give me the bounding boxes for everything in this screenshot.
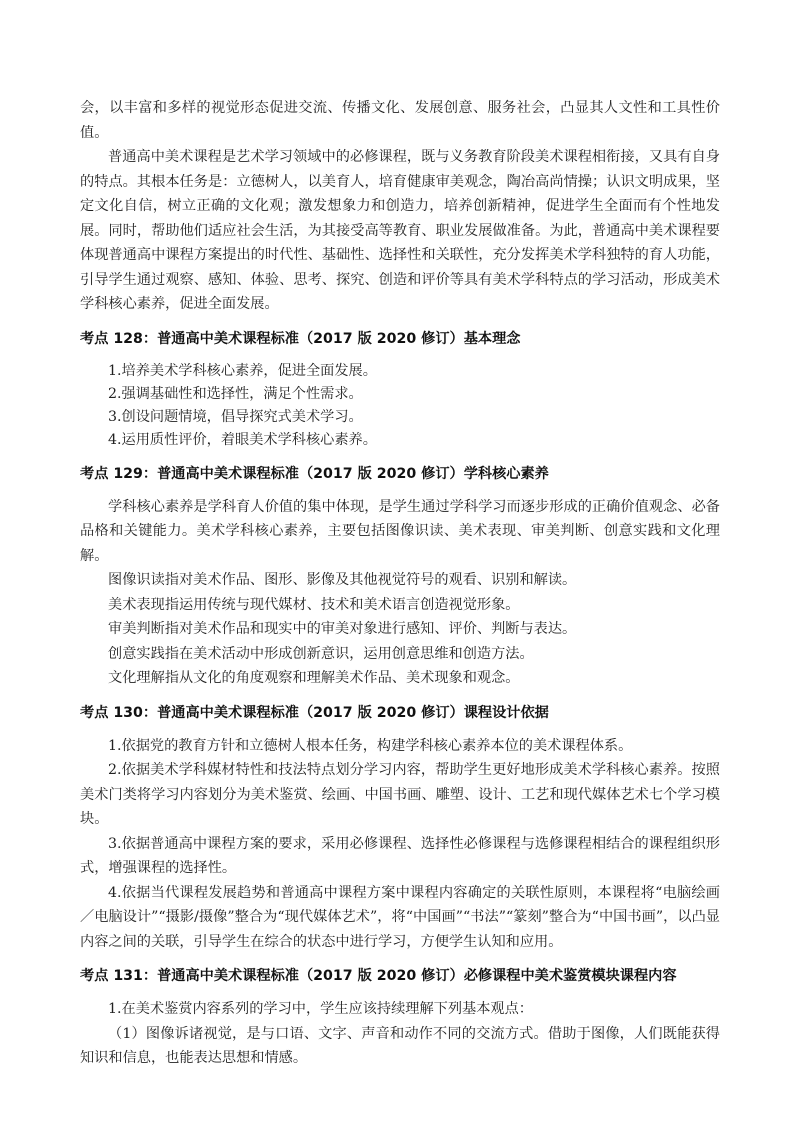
section-128-list bbox=[80, 360, 720, 452]
paragraph: 图像识读指对美术作品、图形、影像及其他视觉符号的观看、识别和解读。 bbox=[108, 572, 577, 588]
section-129-body bbox=[80, 495, 720, 691]
paragraph: 美术表现指运用传统与现代媒材、技术和美术语言创造视觉形象。 bbox=[108, 596, 520, 613]
section-131-body bbox=[80, 997, 720, 1071]
section-128-heading: 考点 128：普通高中美术课程标准（2017 版 2020 修订）基本理念 bbox=[80, 330, 521, 347]
list-item: （1）图像诉诸视觉，是与口语、文字、声音和动作不同的交流方式。借助于图像，人们既能获得知识和信息，也能表达思想和情感。 bbox=[80, 1025, 720, 1066]
section-131-heading: 考点 131：普通高中美术课程标准（2017 版 2020 修订）必修课程中美术鉴赏模块课程内容 bbox=[80, 968, 677, 984]
page-content bbox=[80, 96, 720, 1071]
intro-paragraph: 普通高中美术课程是艺术学习领域中的必修课程，既与义务教育阶段美术课程相衔接，又具有自身的特点。其根本任务是：立德树人，以美育人，培育健康审美观念，陶冶高尚情操；认识文明成果，坚定文化自信，树立正确的文化观；激发想象力和创造力，培养创新精神，促进学生全面而有个性地发展。同时，帮助他们适应社会生活，为其接受高等教育、职业发展做准备。为此，普通高中美术课程要体现普通高中课程方案提出的时代性、基础性、选择性和关联性，充分发挥美术学科独特的育人功能，引导学生通过观察、感知、体验、思考、探究、创造和评价等具有美术学科特点的学习活动，形成美术学科核心素养，促进全面发展。 bbox=[80, 149, 720, 312]
paragraph: 审美判断指对美术作品和现实中的审美对象进行感知、评价、判断与表达。 bbox=[108, 621, 577, 637]
paragraph: 创意实践指在美术活动中形成创新意识，运用创意思维和创造方法。 bbox=[108, 645, 534, 662]
list-item: 3.依据普通高中课程方案的要求，采用必修课程、选择性必修课程与选修课程相结合的课程组织形式，增强课程的选择性。 bbox=[80, 835, 720, 876]
section-130-list bbox=[80, 734, 720, 955]
list-item: 3.创设问题情境，倡导探究式美术学习。 bbox=[108, 408, 363, 425]
list-item: 4.运用质性评价，着眼美术学科核心素养。 bbox=[108, 431, 377, 448]
intro-paragraph-continuation: 会，以丰富和多样的视觉形态促进交流、传播文化、发展创意、服务社会，凸显其人文性和工具性价值。 bbox=[80, 100, 720, 141]
section-130-heading: 考点 130：普通高中美术课程标准（2017 版 2020 修订）课程设计依据 bbox=[80, 704, 549, 721]
list-item: 4.依据当代课程发展趋势和普通高中课程方案中课程内容确定的关联性原则，本课程将“电脑绘画／电脑设计”“摄影/摄像”整合为“现代媒体艺术”，将“中国画”“书法”“篆刻”整合为“中国书画”，以凸显内容之间的关联，引导学生在综合的状态中进行学习，方便学生认知和应用。 bbox=[80, 884, 720, 950]
list-item: 2.强调基础性和选择性，满足个性需求。 bbox=[108, 385, 363, 402]
paragraph: 学科核心素养是学科育人价值的集中体现，是学生通过学科学习而逐步形成的正确价值观念、必备品格和关键能力。美术学科核心素养，主要包括图像识读、美术表现、审美判断、创意实践和文化理解。 bbox=[80, 498, 720, 564]
section-129-heading: 考点 129：普通高中美术课程标准（2017 版 2020 修订）学科核心素养 bbox=[80, 465, 549, 482]
list-item: 2.依据美术学科媒材特性和技法特点划分学习内容，帮助学生更好地形成美术学科核心素养。按照美术门类将学习内容划分为美术鉴赏、绘画、中国书画、雕塑、设计、工艺和现代媒体艺术七个学习模块。 bbox=[80, 762, 720, 827]
list-item: 1.培养美术学科核心素养，促进全面发展。 bbox=[108, 362, 377, 379]
list-item: 1.在美术鉴赏内容系列的学习中，学生应该持续理解下列基本观点： bbox=[108, 1001, 533, 1017]
list-item: 1.依据党的教育方针和立德树人根本任务，构建学科核心素养本位的美术课程体系。 bbox=[108, 737, 633, 754]
paragraph: 文化理解指从文化的角度观察和理解美术作品、美术现象和观念。 bbox=[108, 670, 520, 686]
